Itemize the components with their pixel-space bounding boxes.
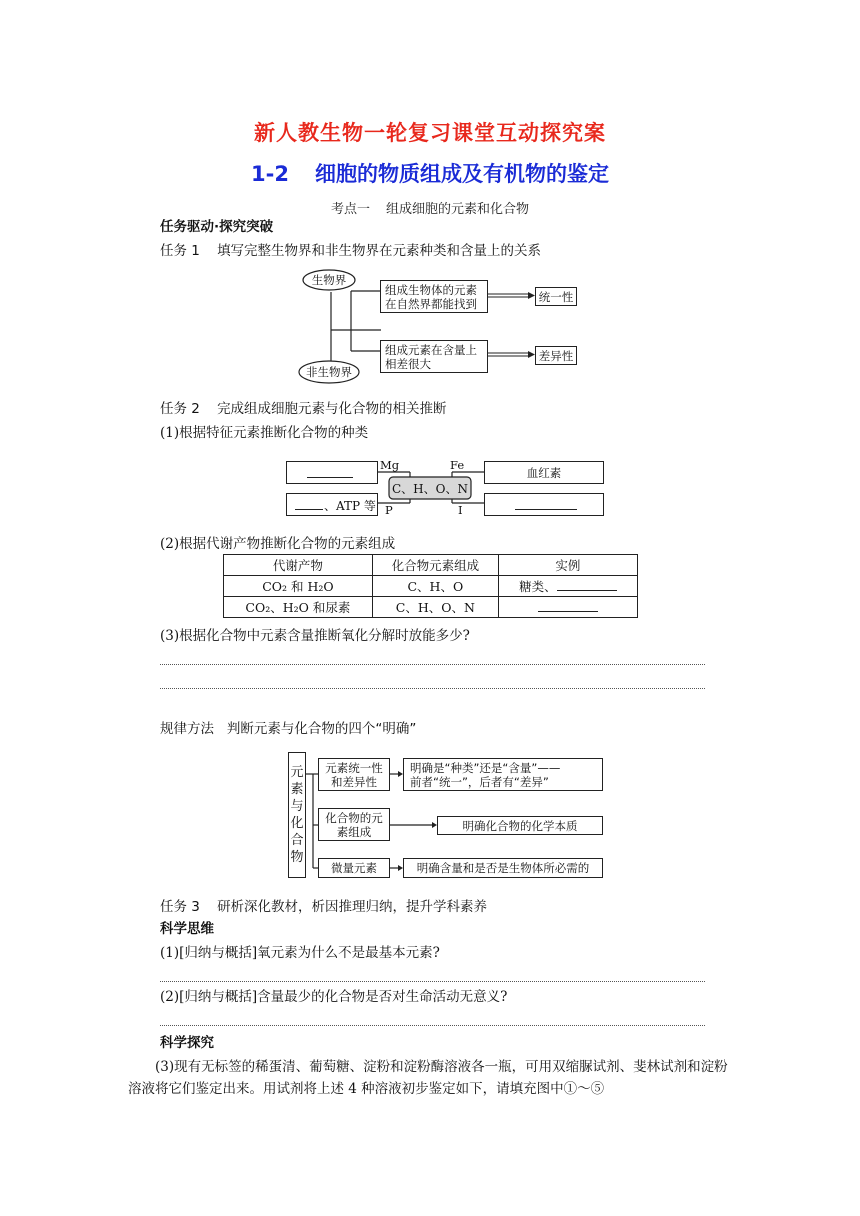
table-cell-example	[498, 576, 637, 597]
answer-line	[160, 664, 705, 665]
branch2-line1: 化合物的元	[325, 811, 383, 825]
i-label: I	[458, 503, 463, 517]
table-header: 实例	[498, 555, 637, 576]
table-header: 代谢产物	[224, 555, 373, 576]
fe-label: Fe	[450, 458, 465, 472]
table-row	[224, 576, 638, 597]
task2-text: 完成组成细胞元素与化合物的相关推断	[217, 401, 447, 417]
nonbio-label: 非生物界	[306, 365, 352, 379]
box-heme: 血红素	[484, 461, 604, 484]
task3-heading	[160, 898, 487, 916]
task3-q3-line1: (3)现有无标签的稀蛋清、葡萄糖、淀粉和淀粉酶溶液各一瓶，可用双缩脲试剂、斐林	[155, 1059, 661, 1075]
metabolite-table	[223, 554, 638, 618]
task3-q1: (1)[归纳与概括]氧元素为什么不是最基本元素?	[160, 945, 440, 961]
answer-line	[160, 1025, 705, 1026]
table-header-row	[224, 555, 638, 576]
branch-trace-elements: 微量元素	[318, 858, 390, 878]
topic-text: 组成细胞的元素和化合物	[386, 202, 530, 217]
blank-line	[307, 477, 353, 478]
answer-line	[160, 688, 705, 689]
task2-q1: (1)根据特征元素推断化合物的种类	[160, 425, 369, 441]
p-label: P	[385, 503, 393, 517]
blank-line	[538, 600, 598, 612]
section-number: 1-2	[251, 162, 289, 186]
method-label: 规律方法	[160, 721, 214, 737]
task3-q3	[128, 1056, 733, 1100]
box1-line2: 在自然界都能找到	[385, 297, 477, 311]
root-char: 化	[290, 816, 304, 831]
result-difference: 差异性	[535, 346, 577, 365]
table-cell: CO₂、H₂O 和尿素	[224, 597, 373, 618]
root-char: 素	[290, 782, 304, 797]
branch1-line2: 和差异性	[331, 775, 377, 789]
table-header: 化合物元素组成	[372, 555, 498, 576]
box1-line1: 组成生物体的元素	[385, 283, 477, 297]
box2-line2: 相差很大	[385, 357, 431, 371]
branch2-line2: 素组成	[336, 825, 372, 839]
section-title-text: 细胞的物质组成及有机物的鉴定	[314, 162, 609, 186]
rule-chemical-nature: 明确化合物的化学本质	[437, 816, 603, 835]
sci-explore-heading: 科学探究	[160, 1035, 214, 1051]
task3-q2: (2)[归纳与概括]含量最少的化合物是否对生命活动无意义?	[160, 989, 508, 1005]
table-cell-text: 糖类、	[519, 579, 557, 594]
task3-label: 任务 3	[160, 899, 200, 915]
task1-label: 任务 1	[160, 243, 200, 259]
blank-line	[515, 509, 577, 510]
section-heading: 任务驱动·探究突破	[160, 219, 274, 235]
root-char: 合	[290, 833, 304, 848]
table-row	[224, 597, 638, 618]
method-heading	[160, 720, 416, 738]
answer-line	[160, 981, 705, 982]
box-thyroid-blank	[484, 493, 604, 516]
branch-compound-composition	[318, 808, 390, 841]
branch1-line1: 元素统一性	[325, 761, 383, 775]
task2-q3: (3)根据化合物中元素含量推断氧化分解时放能多少?	[160, 628, 470, 644]
root-char: 与	[290, 799, 304, 814]
task3-q3-line2: 试剂和淀粉溶液将它们鉴定出来。用试剂将上述 4 种溶液初步鉴定如下，请填充图中①～⑤	[128, 1059, 728, 1097]
rule1-line2: 前者“统一”，后者有“差异”	[410, 775, 549, 789]
task2-label: 任务 2	[160, 401, 200, 417]
table-cell: CO₂ 和 H₂O	[224, 576, 373, 597]
root-char: 物	[290, 850, 304, 865]
center-elements: C、H、O、N	[392, 481, 468, 496]
page-title: 新人教生物一轮复习课堂互动探究案	[254, 121, 606, 145]
box-elements-found	[380, 280, 488, 313]
task3-text: 研析深化教材，析因推理归纳，提升学科素养	[217, 899, 488, 915]
bio-label: 生物界	[311, 273, 347, 287]
box-chlorophyll-blank	[286, 461, 378, 484]
box-content-differs	[380, 340, 488, 373]
task1-heading	[160, 242, 541, 260]
section-title	[0, 158, 860, 188]
result-unity: 统一性	[535, 287, 577, 306]
box2-line1: 组成元素在含量上	[385, 343, 477, 357]
table-cell: C、H、O	[372, 576, 498, 597]
rule1-line1: 明确是“种类”还是“含量”——	[410, 761, 561, 775]
box-atp	[286, 493, 378, 516]
task2-q2: (2)根据代谢产物推断化合物的元素组成	[160, 536, 396, 552]
topic-heading	[0, 198, 860, 217]
topic-label: 考点一	[330, 202, 370, 217]
mg-label: Mg	[380, 458, 400, 472]
method-text: 判断元素与化合物的四个“明确”	[226, 721, 417, 737]
task2-heading	[160, 400, 447, 418]
rule-species-content	[403, 758, 603, 791]
task1-text: 填写完整生物界和非生物界在元素种类和含量上的关系	[217, 243, 542, 259]
table-cell: C、H、O、N	[372, 597, 498, 618]
root-char: 元	[290, 765, 304, 780]
sci-thinking-heading: 科学思维	[160, 921, 214, 937]
root-box-elements-compounds	[288, 752, 306, 878]
blank-line	[557, 579, 617, 591]
rule-content-necessity: 明确含量和是否是生物体所必需的	[403, 858, 603, 878]
branch-unity-difference	[318, 758, 390, 791]
blank-line	[295, 509, 323, 510]
atp-label: 、ATP 等	[324, 499, 376, 513]
table-cell-example	[498, 597, 637, 618]
